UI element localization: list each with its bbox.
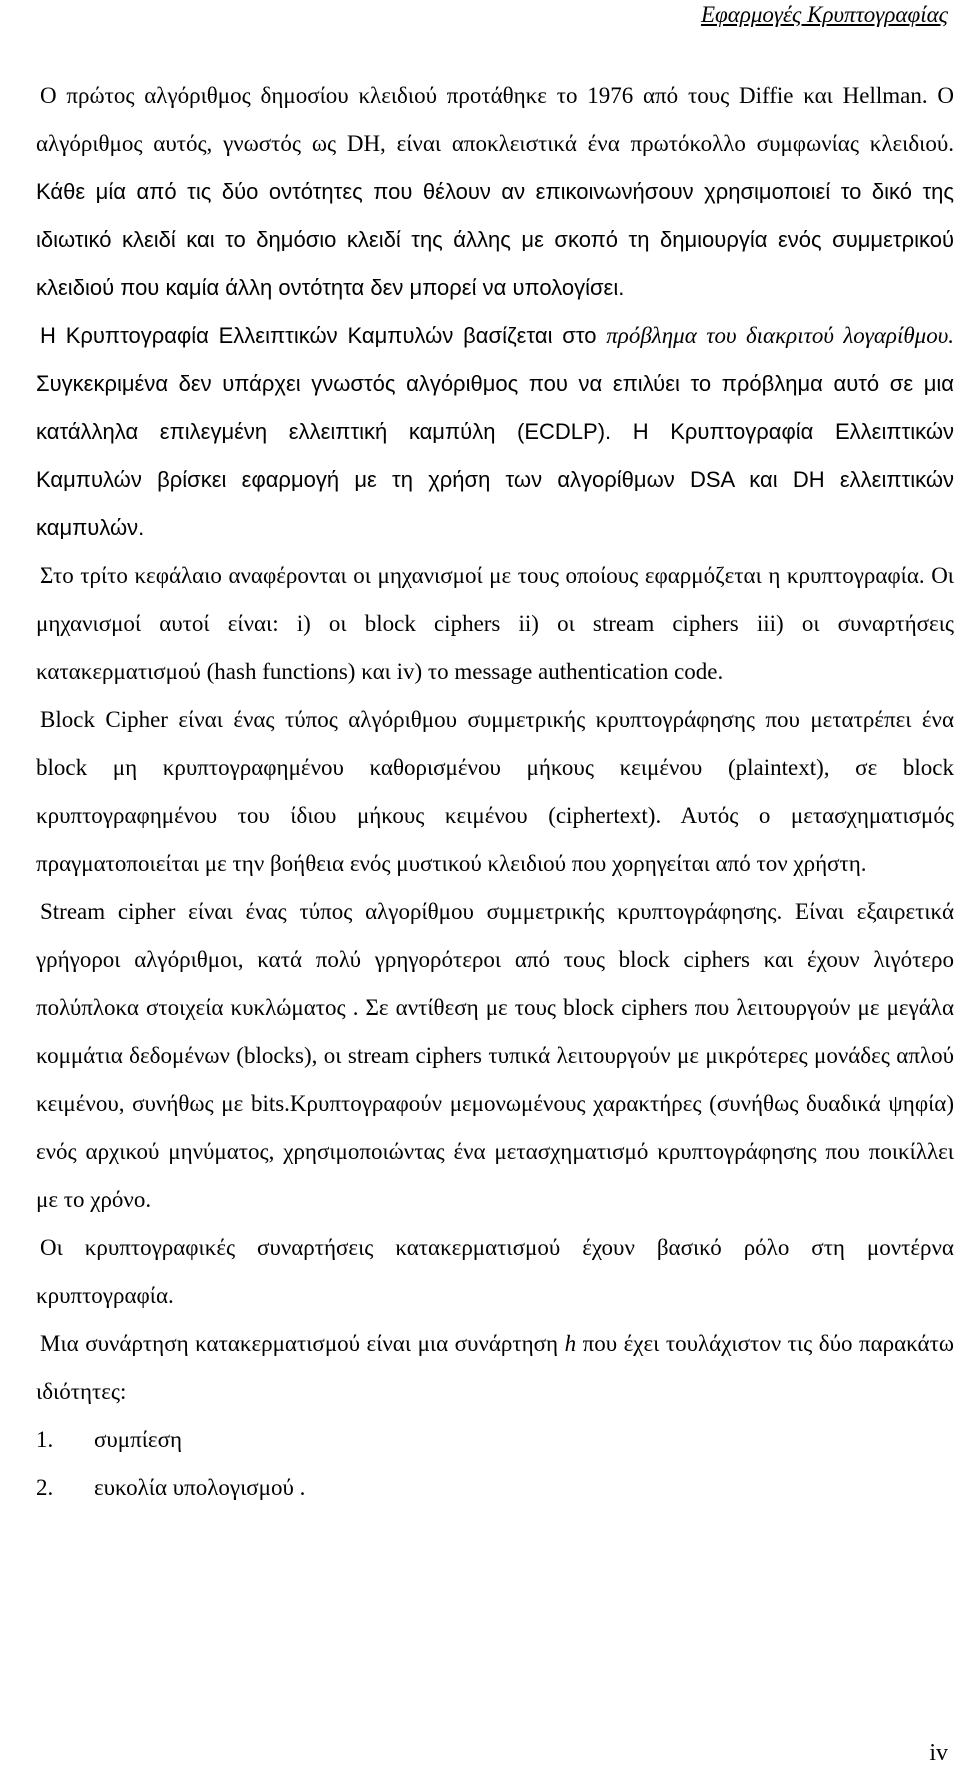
paragraph-text: Ο πρώτος αλγόριθμος δημοσίου κλειδιού προτάθηκε το 1976 από τους Diffie και Hellman. Ο αλγόριθμος αυτός, γνωστός ως DH, είναι αποκλειστικά ένα πρωτόκολλο συμφωνίας κλειδιού. bbox=[36, 83, 954, 156]
paragraph-text: Κάθε μία από τις δύο οντότητες που θέλουν αν επικοινωνήσουν χρησιμοποιεί το δικό της ιδιωτικό κλειδί και το δημόσιο κλειδί της άλλης με σκοπό τη δημιουργία ενός συμμετρικού κλειδιού που καμία άλλη οντότητα δεν μπορεί να υπολογίσει. bbox=[36, 179, 954, 300]
list-number: 2. bbox=[36, 1475, 54, 1500]
list-number: 1. bbox=[36, 1427, 54, 1452]
paragraph-mechanisms: Στο τρίτο κεφάλαιο αναφέρονται οι μηχανισμοί με τους οποίους εφαρμόζεται η κρυπτογραφία. Οι μηχανισμοί αυτοί είναι: i) οι block ciphers ii) οι stream ciphers iii) οι συναρτήσεις κατακερματισμού (hash functions) και iv) το message authentication code. bbox=[36, 563, 954, 684]
properties-list bbox=[36, 1416, 954, 1512]
paragraph-hash-definition bbox=[36, 1320, 954, 1416]
math-symbol-h: h bbox=[564, 1331, 577, 1356]
list-item bbox=[36, 1464, 954, 1512]
paragraph-stream-cipher: Stream cipher είναι ένας τύπος αλγορίθμου συμμετρικής κρυπτογράφησης. Είναι εξαιρετικά γρήγοροι αλγόριθμοι, κατά πολύ γρηγορότεροι από τους block ciphers και έχουν λιγότερο πολύπλοκα στοιχεία κυκλώματος . Σε αντίθεση με τους block ciphers που λειτουργούν με μεγάλα κομμάτια δεδομένων (blocks), οι stream ciphers τυπικά λειτουργούν με μικρότερες μονάδες απλού κειμένου, συνήθως με bits.Κρυπτογραφούν μεμονωμένους χαρακτήρες (συνήθως δυαδικά ψηφία) ενός αρχικού μηνύματος, χρησιμοποιώντας ένα μετασχηματισμό κρυπτογράφησης που ποικίλλει με το χρόνο. bbox=[36, 899, 954, 1212]
page-number: iv bbox=[929, 1740, 948, 1766]
paragraph-text: που έχει τουλάχιστον τις δύο παρακάτω ιδιότητες: bbox=[36, 1331, 954, 1404]
running-header: Εφαρμογές Κρυπτογραφίας bbox=[700, 2, 948, 27]
paragraph-text: Μια συνάρτηση κατακερματισμού είναι μια συνάρτηση bbox=[40, 1331, 565, 1356]
paragraph-hash-role: Οι κρυπτογραφικές συναρτήσεις κατακερματισμού έχουν βασικό ρόλο στη μοντέρνα κρυπτογραφία. bbox=[36, 1235, 954, 1308]
list-text: ευκολία υπολογισμού . bbox=[94, 1475, 306, 1500]
document-body bbox=[36, 72, 954, 1512]
list-text: συμπίεση bbox=[94, 1427, 183, 1452]
italic-term: πρόβλημα του διακριτού λογαρίθμου. bbox=[606, 323, 955, 348]
list-item bbox=[36, 1416, 954, 1464]
paragraph-diffie-hellman bbox=[36, 72, 954, 312]
paragraph-block-cipher: Block Cipher είναι ένας τύπος αλγόριθμου συμμετρικής κρυπτογράφησης που μετατρέπει ένα block μη κρυπτογραφημένου καθορισμένου μήκους κειμένου (plaintext), σε block κρυπτογραφημένου του ίδιου μήκους κειμένου (ciphertext). Αυτός ο μετασχηματισμός πραγματοποιείται με την βοήθεια ενός μυστικού κλειδιού που χορηγείται από τον χρήστη. bbox=[36, 707, 954, 876]
paragraph-ecc bbox=[36, 312, 954, 552]
paragraph-text: Συγκεκριμένα δεν υπάρχει γνωστός αλγόριθμος που να επιλύει το πρόβλημα αυτό σε μια κατάλληλα επιλεγμένη ελλειπτική καμπύλη (ECDLP). Η Κρυπτογραφία Ελλειπτικών Καμπυλών βρίσκει εφαρμογή με τη χρήση των αλγορίθμων DSA και DH ελλειπτικών καμπυλών. bbox=[36, 371, 954, 540]
paragraph-text: Η Κρυπτογραφία Ελλειπτικών Καμπυλών βασίζεται στο bbox=[40, 323, 607, 348]
